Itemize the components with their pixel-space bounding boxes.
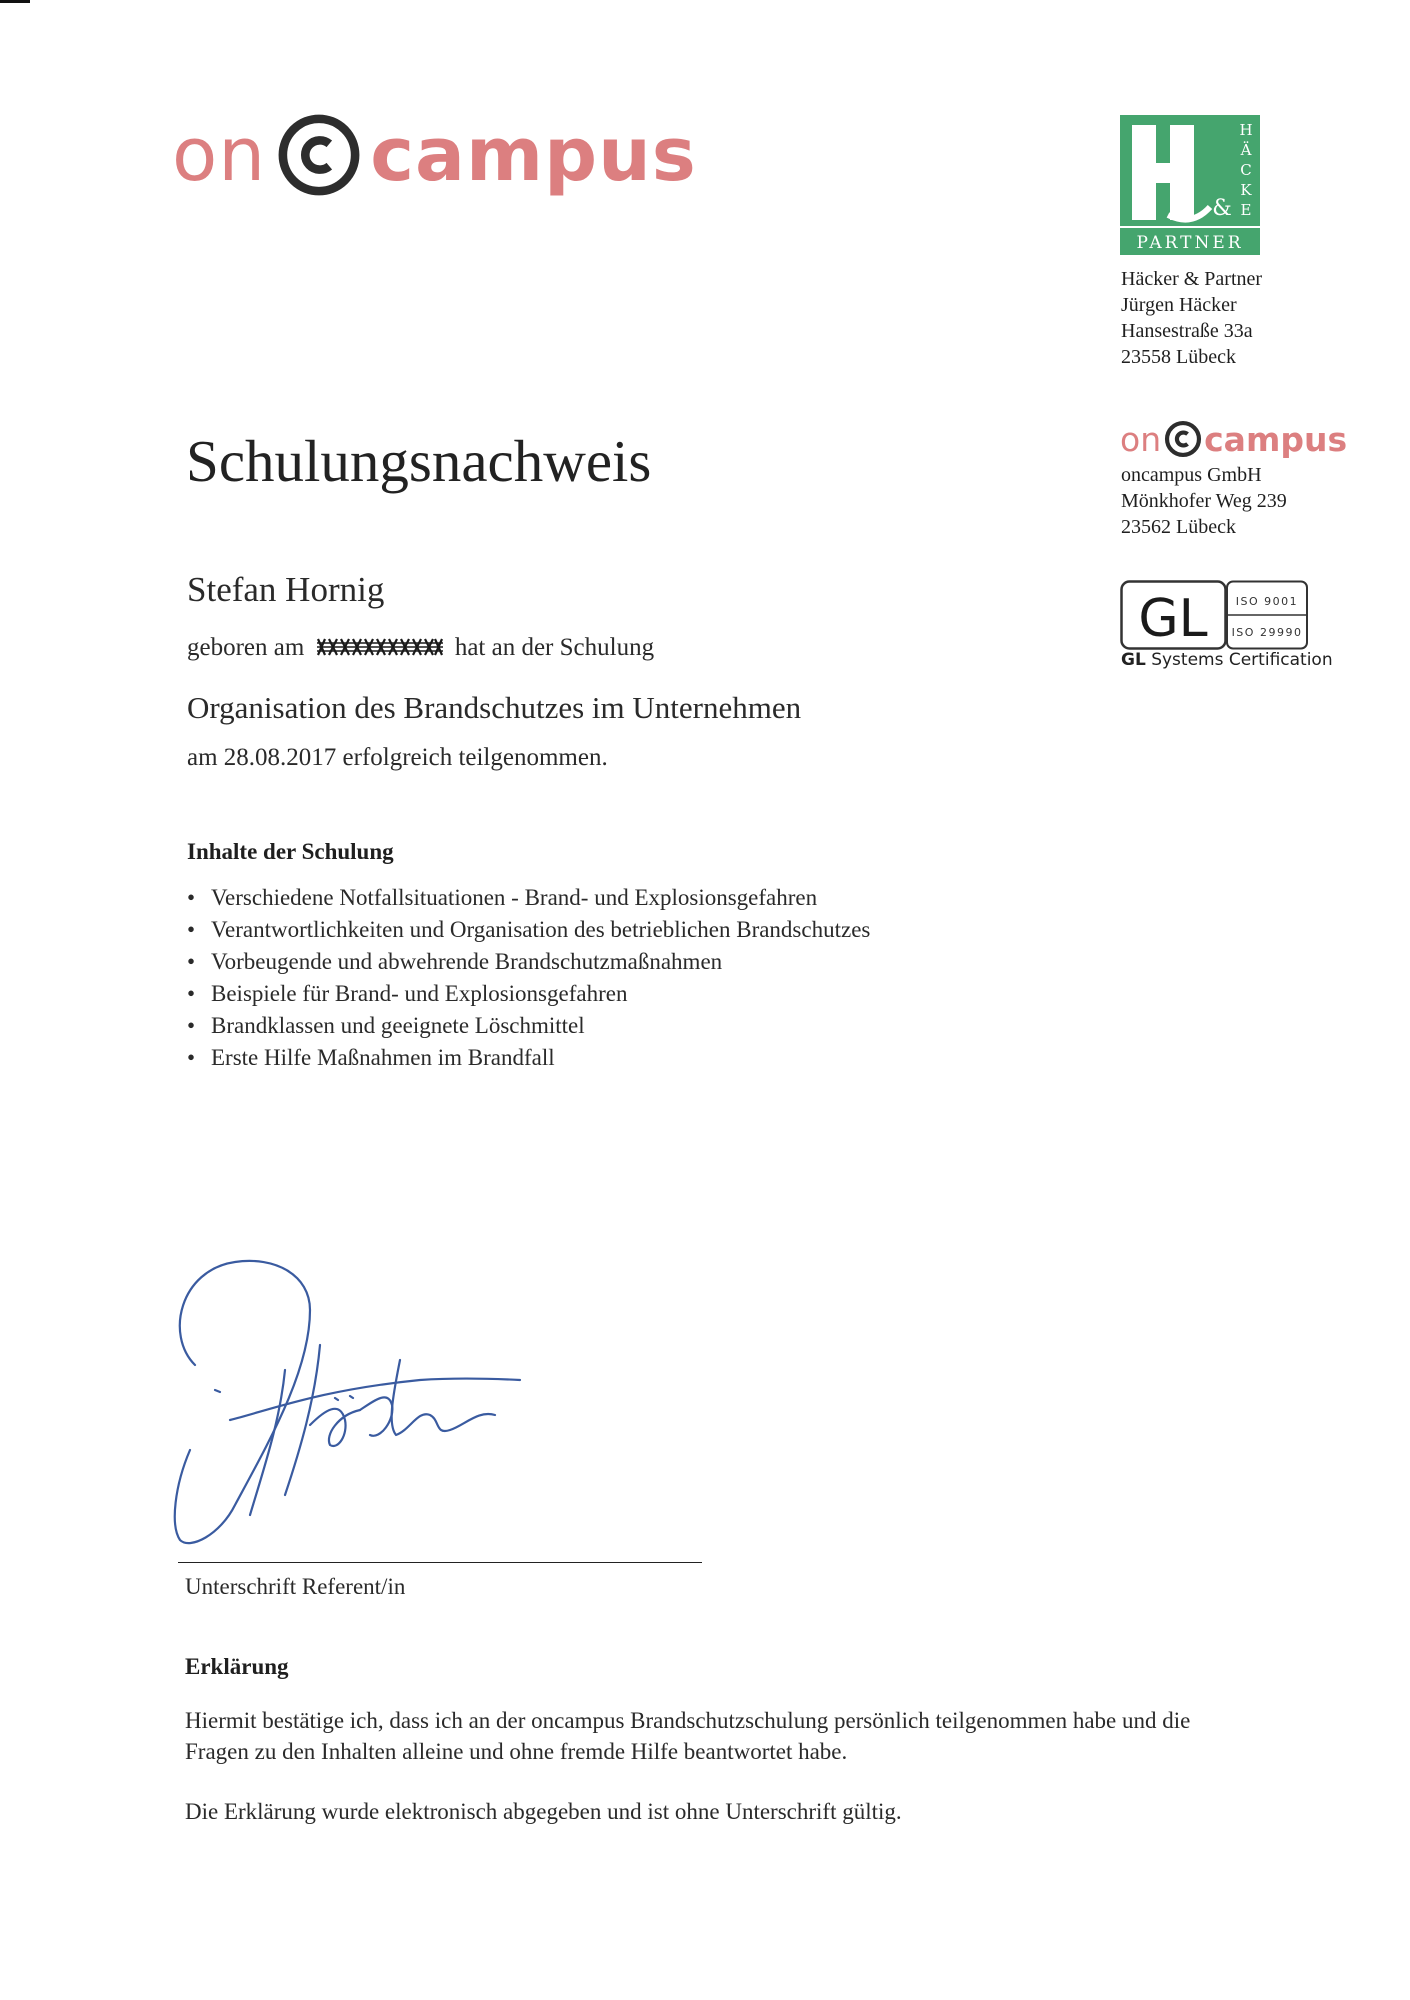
logo-c-icon bbox=[276, 112, 362, 198]
list-item bbox=[187, 978, 870, 1010]
signature-line bbox=[178, 1562, 702, 1563]
scan-edge-mark bbox=[0, 0, 30, 3]
bullet-icon: • bbox=[187, 949, 196, 974]
list-item-text: Verantwortlichkeiten und Organisation des betrieblichen Brandschutzes bbox=[211, 917, 871, 942]
declaration-heading: Erklärung bbox=[185, 1654, 289, 1679]
list-item bbox=[187, 946, 870, 978]
declaration-note: Die Erklärung wurde elektronisch abgegeben und ist ohne Unterschrift gültig. bbox=[185, 1799, 902, 1824]
list-item bbox=[187, 1010, 870, 1042]
bullet-icon: • bbox=[187, 981, 196, 1006]
partner-address-line: Häcker & Partner bbox=[1121, 268, 1263, 290]
list-item bbox=[187, 1042, 870, 1074]
contents-heading: Inhalte der Schulung bbox=[187, 839, 394, 864]
hp-partner-text: PARTNER bbox=[1136, 233, 1244, 253]
logo-on-text: on bbox=[172, 112, 267, 198]
gl-caption-bold: GL bbox=[1121, 650, 1146, 670]
partner-address-line: Jürgen Häcker bbox=[1121, 294, 1237, 316]
contents-list bbox=[187, 882, 870, 1074]
handwritten-signature bbox=[160, 1250, 540, 1560]
born-suffix: hat an der Schulung bbox=[454, 634, 655, 661]
hp-letter-h: H bbox=[1239, 121, 1253, 139]
logo-campus-text: campus bbox=[370, 112, 697, 198]
oncampus-address-line: Mönkhofer Weg 239 bbox=[1121, 490, 1287, 512]
hp-letter-e: E bbox=[1240, 201, 1252, 219]
small-logo-campus-text: campus bbox=[1204, 419, 1348, 459]
partner-address-line: 23558 Lübeck bbox=[1121, 346, 1236, 368]
hp-ampersand: & bbox=[1212, 196, 1232, 221]
bullet-icon: • bbox=[187, 1013, 196, 1038]
list-item-text: Brandklassen und geeignete Löschmittel bbox=[211, 1013, 585, 1038]
declaration-text: Hiermit bestätige ich, dass ich an der oncampus Brandschutzschulung persönlich teilgenommen habe und die Fragen zu den Inhalten alleine und ohne fremde Hilfe beantwortet habe. bbox=[185, 1708, 1191, 1764]
list-item-text: Beispiele für Brand- und Explosionsgefahren bbox=[211, 981, 628, 1006]
course-title: Organisation des Brandschutzes im Unternehmen bbox=[187, 690, 802, 725]
gl-caption-rest: Systems Certification bbox=[1151, 650, 1333, 670]
participant-name: Stefan Hornig bbox=[187, 570, 385, 609]
oncampus-address-line: oncampus GmbH bbox=[1121, 464, 1262, 486]
gl-caption bbox=[1121, 650, 1333, 670]
haecker-partner-logo bbox=[1120, 115, 1260, 255]
partner-address bbox=[1121, 266, 1262, 370]
birth-line bbox=[187, 635, 654, 660]
bullet-icon: • bbox=[187, 885, 196, 910]
signature-label: Unterschrift Referent/in bbox=[185, 1574, 406, 1599]
redacted-birthdate bbox=[315, 635, 445, 659]
list-item-text: Erste Hilfe Maßnahmen im Brandfall bbox=[211, 1045, 555, 1070]
list-item-text: Verschiedene Notfallsituationen - Brand- und Explosionsgefahren bbox=[211, 885, 818, 910]
bullet-icon: • bbox=[187, 917, 196, 942]
gl-certification-badge bbox=[1120, 580, 1310, 650]
list-item-text: Vorbeugende und abwehrende Brandschutzmaßnahmen bbox=[211, 949, 723, 974]
oncampus-logo bbox=[172, 112, 697, 198]
born-prefix: geboren am bbox=[187, 634, 305, 661]
document-title: Schulungsnachweis bbox=[186, 428, 652, 494]
oncampus-logo-small bbox=[1120, 420, 1347, 458]
completion-date-line: am 28.08.2017 erfolgreich teilgenommen. bbox=[187, 744, 608, 771]
list-item bbox=[187, 882, 870, 914]
iso-9001-label: ISO 9001 bbox=[1235, 595, 1299, 608]
bullet-icon: • bbox=[187, 1045, 196, 1070]
iso-29990-label: ISO 29990 bbox=[1231, 626, 1303, 639]
hp-letter-k: K bbox=[1240, 181, 1252, 199]
gl-letters: GL bbox=[1138, 589, 1208, 649]
hp-letter-ae: Ä bbox=[1240, 141, 1252, 159]
small-logo-c-icon bbox=[1164, 420, 1202, 458]
small-logo-on-text: on bbox=[1120, 419, 1162, 459]
hp-letter-c: C bbox=[1240, 161, 1252, 179]
oncampus-address bbox=[1121, 462, 1287, 540]
oncampus-address-line: 23562 Lübeck bbox=[1121, 516, 1236, 538]
list-item bbox=[187, 914, 870, 946]
partner-address-line: Hansestraße 33a bbox=[1121, 320, 1253, 342]
